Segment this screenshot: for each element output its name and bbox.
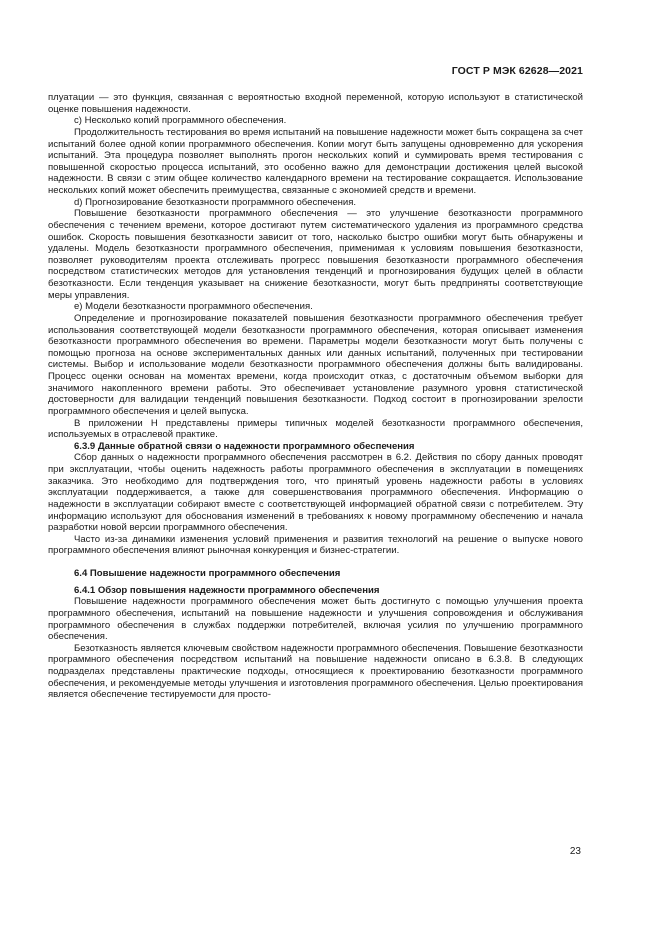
list-item-e: e) Модели безотказности программного обеспечения. xyxy=(74,301,313,313)
list-item-d: d) Прогнозирование безотказности программного обеспечения. xyxy=(74,196,357,208)
section-heading-6-3-9: 6.3.9 Данные обратной связи о надежности программного обеспечения xyxy=(74,440,415,452)
paragraph: Часто из-за динамики изменения условий применения и развития технологий на решение о выпуске нового программного обеспечения влияют рыночная конкуренция и бизнес-стратегии. xyxy=(48,533,583,557)
document-body xyxy=(48,92,583,701)
paragraph: Безотказность является ключевым свойством надежности программного обеспечения. Повышение безотказности программного обеспечения посредством испытаний на повышение надежности описано в 6.3.8. В следующих подразделах представлены практические подходы, относящиеся к проектированию безотказности программного обеспечения, и рекомендуемые методы улучшения и изготовления программного обеспечения. Целью проектирования является обеспечение тестируемости для просто- xyxy=(48,642,583,701)
paragraph-continuation: плуатации — это функция, связанная с вероятностью входной переменной, которую используют в статистической оценке повышения надежности. xyxy=(48,92,583,115)
paragraph: Сбор данных о надежности программного обеспечения рассмотрен в 6.2. Действия по сбору данных проводят при эксплуатации, чтобы оценить надежность работы программного обеспечения в эксплуатации в помещениях заказчика. Это необходимо для подтверждения того, что принятый уровень надежности работы в условиях эксплуатации поддерживается, а также для совершенствования программного обеспечения. Информацию о надежности в эксплуатации собирают вместе с соответствующей информацией обратной связи с потребителем. Эту информацию используют для обоснования изменений в требованиях к новому программному обеспечению и начала разработки новой версии программного обеспечения. xyxy=(48,452,583,534)
paragraph: В приложении H представлены примеры типичных моделей безотказности программного обеспечения, используемых в отраслевой практике. xyxy=(48,417,583,441)
section-heading-6-4: 6.4 Повышение надежности программного обеспечения xyxy=(74,568,341,579)
document-standard-header: ГОСТ Р МЭК 62628—2021 xyxy=(451,65,583,77)
paragraph: Повышение надежности программного обеспечения может быть достигнуто с помощью улучшения проекта программного обеспечения, испытаний на повышение надежности и улучшения сопровождения и обслуживания программного обеспечения в службах поддержки потребителей, включая усилия по улучшению программного обеспечения. xyxy=(48,596,583,643)
paragraph: Определение и прогнозирование показателей повышения безотказности программного обеспечения требует использования соответствующей модели безотказности программного обеспечения, которая описывает изменения безотказности программного обеспечения во времени. Параметры модели безотказности могут быть получены с помощью прогноза на основе экспериментальных данных или данных испытаний, полученных при тестировании системы. Выбор и использование модели безотказности программного обеспечения должны быть валидированы. Процесс оценки основан на моментах времени, когда происходит отказ, с достаточным объемом выборки для значимого накопленного времени работы. Это обеспечивает установление разумного уровня статистической достоверности для валидации тенденций повышения безотказности. Подход состоит в прогнозировании зрелости программного обеспечения и целей выпуска. xyxy=(48,312,583,417)
paragraph: Повышение безотказности программного обеспечения — это улучшение безотказности программного обеспечения с течением времени, которое достигают путем систематического удаления из программного средства ошибок. Скорость повышения безотказности зависит от того, насколько быстро ошибки могут быть обнаружены и удалены. Модель безотказности программного обеспечения, применимая к условиям повышения безотказности, позволяет руководителям проекта отслеживать прогресс повышения безотказности программного обеспечения посредством статистических методов для установления тенденций и прогнозирования будущих целей в области безотказности. Если тенденция указывает на снижение безотказности, могут быть предприняты соответствующие меры управления. xyxy=(48,208,583,301)
paragraph: Продолжительность тестирования во время испытаний на повышение надежности может быть сокращена за счет испытаний более одной копии программного обеспечения. Копии могут быть запущены одновременно для ускорения испытаний. Эта процедура позволяет выполнять прогон нескольких копий и суммировать время тестирования с повышенной скоростью процесса испытаний, это особенно важно для демонстрации достижения целей высокой надежности. В связи с этим общее количество календарного времени на тестирование сокращается. Использование нескольких копий может обеспечить преимущества, связанные с экономией средств и времени. xyxy=(48,126,583,196)
page-number: 23 xyxy=(569,846,581,857)
section-heading-6-4-1: 6.4.1 Обзор повышения надежности программного обеспечения xyxy=(74,584,380,596)
list-item-c: c) Несколько копий программного обеспечения. xyxy=(74,115,287,127)
